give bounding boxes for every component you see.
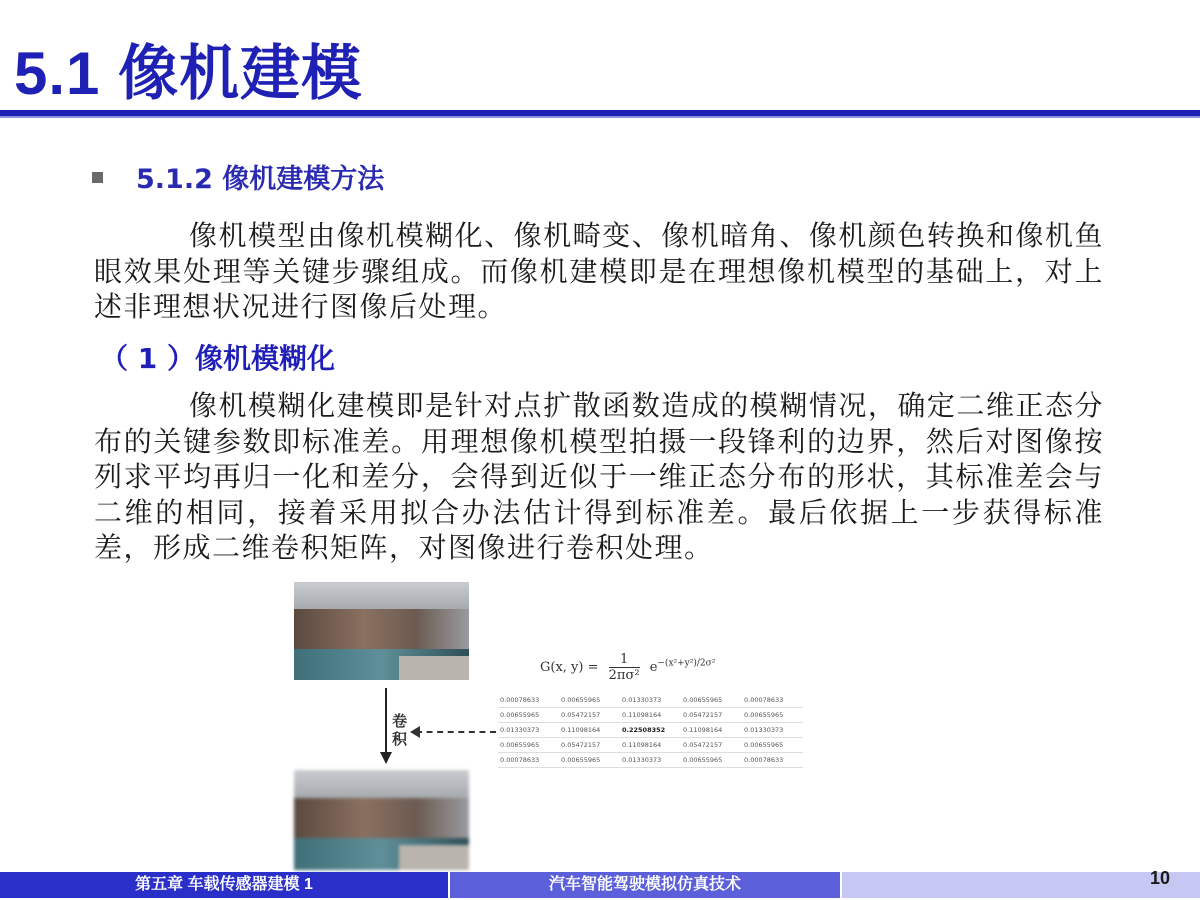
formula-fraction	[609, 652, 640, 683]
gaussian-formula	[540, 652, 715, 683]
matrix-cell: 0.00078633	[498, 753, 559, 768]
formula-numerator: 1	[609, 652, 640, 668]
matrix-cell: 0.11098164	[559, 723, 620, 738]
paragraph-blur-modeling: 像机模糊化建模即是针对点扩散函数造成的模糊情况，确定二维正态分布的关键参数即标准差。用理想像机模型拍摄一段锋利的边界，然后对图像按列求平均再归一化和差分，会得到近似于一维正态分布的形状，其标准差会与二维的相同，接着采用拟合办法估计得到标准差。最后依据上一步获得标准差，形成二维卷积矩阵，对图像进行卷积处理。	[94, 389, 1104, 564]
footer-blank	[842, 872, 1200, 898]
formula-exponent: −(x²+y²)/2σ²	[657, 658, 716, 669]
formula-lhs: G(x, y) =	[540, 660, 599, 675]
matrix-row	[498, 723, 803, 738]
original-office-image	[294, 582, 469, 680]
matrix-cell: 0.00078633	[742, 753, 803, 768]
convolution-kernel-matrix	[498, 693, 803, 768]
matrix-row	[498, 693, 803, 708]
section-heading-blur: （ 1 ）像机模糊化	[100, 342, 335, 375]
matrix-cell: 0.05472157	[681, 738, 742, 753]
down-arrow-icon	[385, 688, 387, 754]
formula-exp-base: e	[649, 660, 658, 675]
matrix-cell: 0.00655965	[681, 753, 742, 768]
matrix-cell: 0.00655965	[559, 693, 620, 708]
matrix-cell: 0.01330373	[620, 753, 681, 768]
footer-course: 汽车智能驾驶模拟仿真技术	[450, 872, 842, 898]
matrix-cell: 0.05472157	[681, 708, 742, 723]
matrix-cell: 0.01330373	[742, 723, 803, 738]
page-number: 10	[1149, 868, 1170, 888]
footer-bar	[0, 872, 1200, 900]
matrix-cell: 0.00655965	[681, 693, 742, 708]
matrix-cell: 0.00078633	[498, 693, 559, 708]
matrix-cell: 0.01330373	[498, 723, 559, 738]
matrix-cell: 0.01330373	[620, 693, 681, 708]
matrix-row	[498, 738, 803, 753]
matrix-cell: 0.00655965	[498, 708, 559, 723]
matrix-cell: 0.11098164	[681, 723, 742, 738]
matrix-cell: 0.00655965	[559, 753, 620, 768]
matrix-cell: 0.00078633	[742, 693, 803, 708]
page-title: 5.1 像机建模	[14, 40, 363, 107]
matrix-cell: 0.00655965	[742, 708, 803, 723]
matrix-cell: 0.11098164	[620, 708, 681, 723]
matrix-row	[498, 708, 803, 723]
subsection-heading: 5.1.2 像机建模方法	[136, 164, 385, 195]
formula-denominator: 2πσ²	[608, 668, 640, 683]
matrix-row	[498, 753, 803, 768]
matrix-cell: 0.22508352	[620, 723, 681, 738]
matrix-cell: 0.05472157	[559, 738, 620, 753]
footer-chapter: 第五章 车载传感器建模 1	[0, 872, 450, 898]
matrix-cell: 0.11098164	[620, 738, 681, 753]
blurred-office-image	[294, 770, 469, 870]
bullet-square-icon	[92, 172, 103, 183]
matrix-cell: 0.00655965	[742, 738, 803, 753]
dashed-arrow-icon	[416, 731, 496, 733]
down-arrow-head-icon	[380, 752, 392, 764]
matrix-cell: 0.05472157	[559, 708, 620, 723]
paragraph-camera-model-intro: 像机模型由像机模糊化、像机畸变、像机暗角、像机颜色转换和像机鱼眼效果处理等关键步骤组成。而像机建模即是在理想像机模型的基础上，对上述非理想状况进行图像后处理。	[94, 219, 1104, 323]
convolution-label: 卷积	[392, 712, 408, 748]
matrix-cell: 0.00655965	[498, 738, 559, 753]
title-rule-secondary	[0, 116, 1200, 118]
